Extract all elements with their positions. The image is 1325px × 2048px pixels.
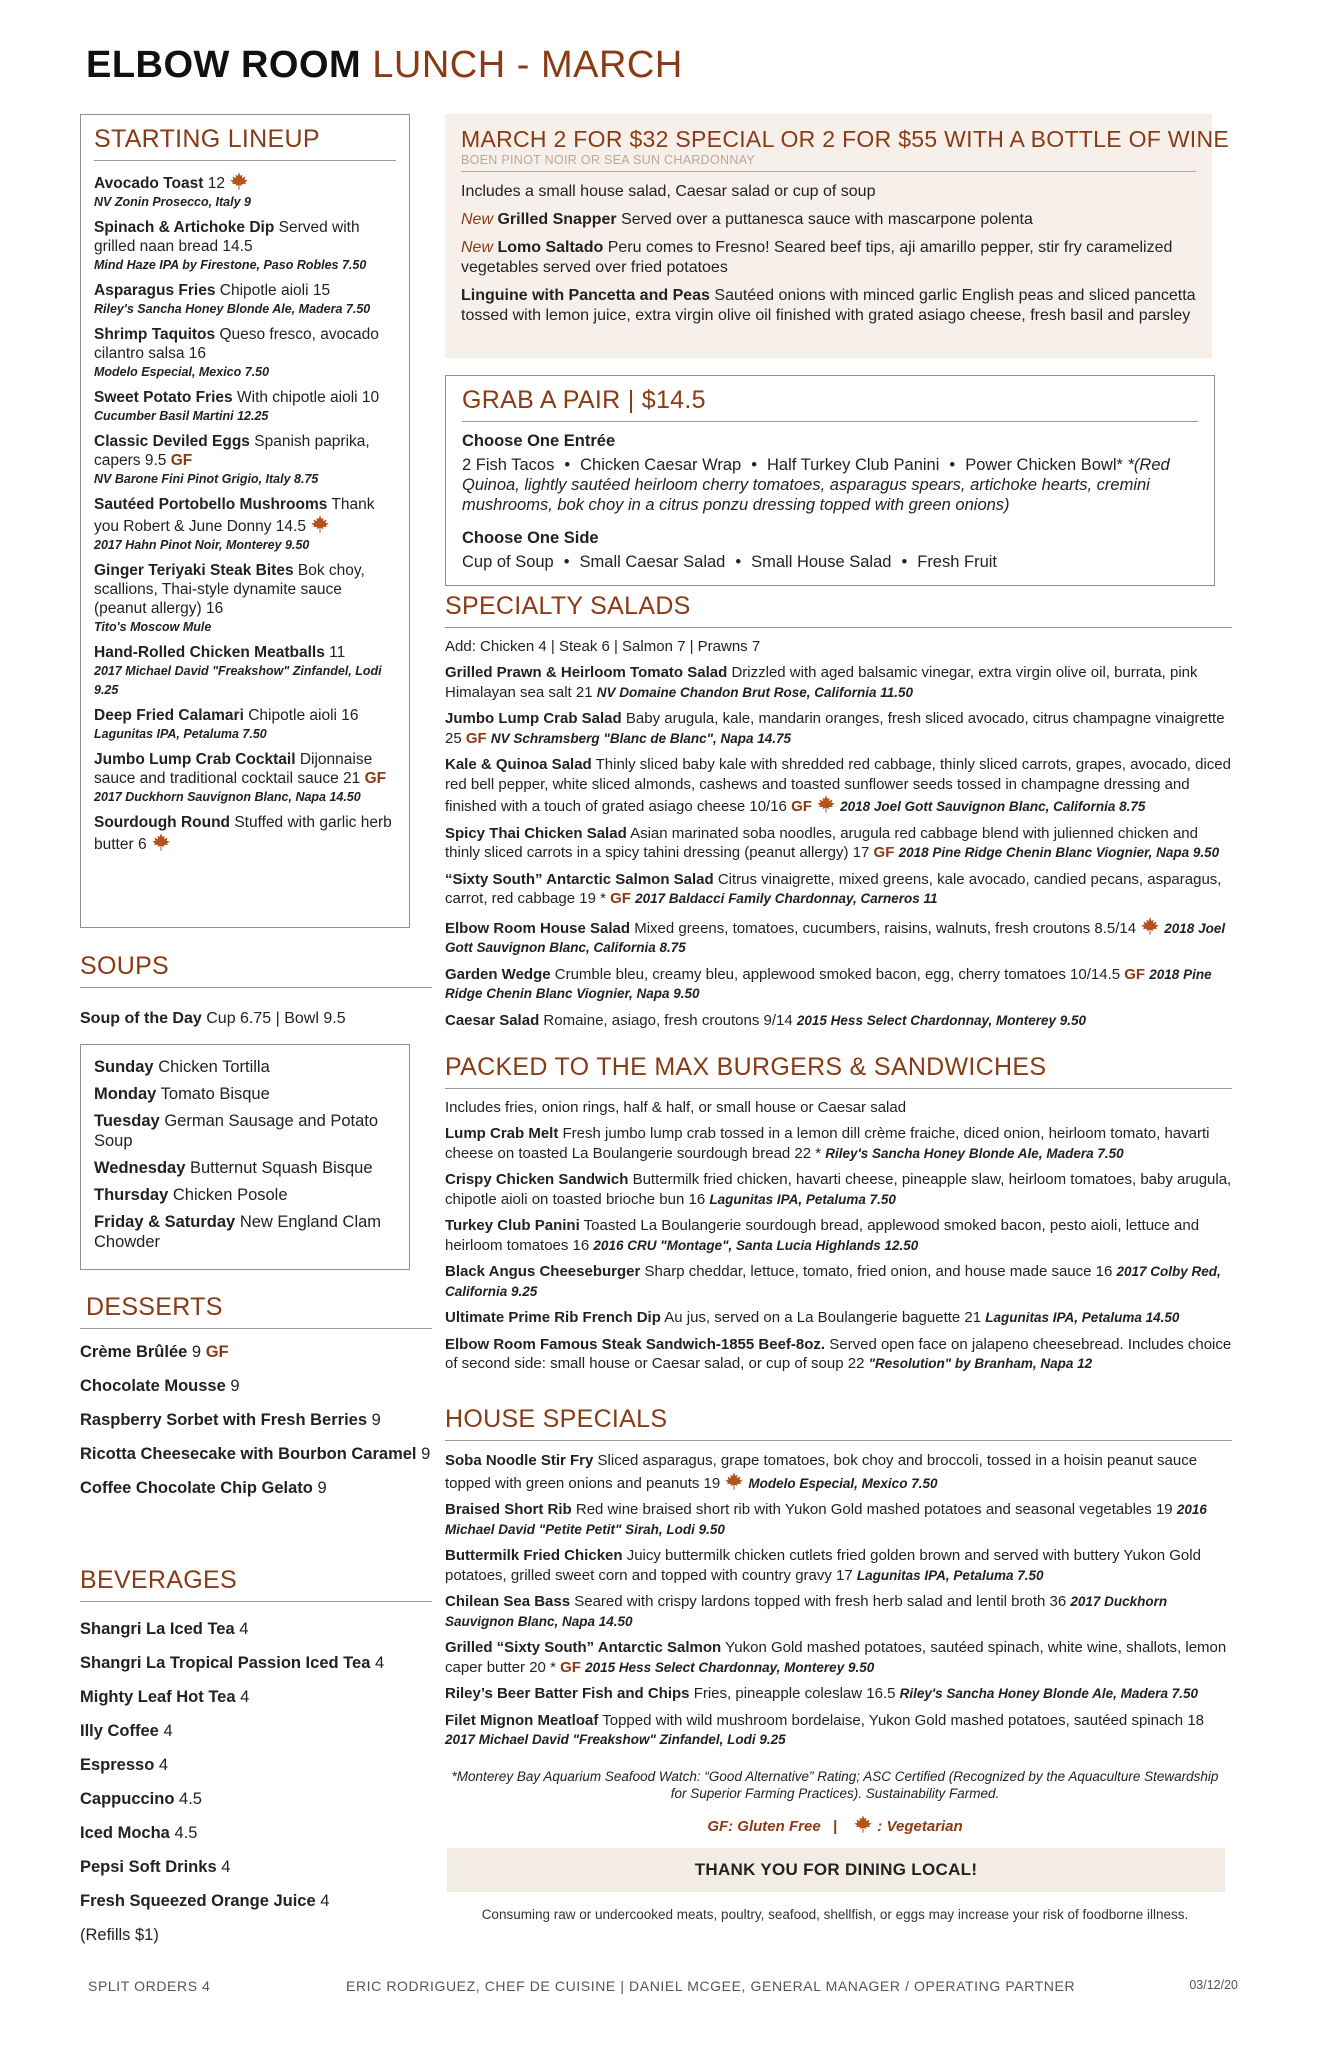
section-heading-salads: SPECIALTY SALADS — [445, 592, 1232, 628]
starter-item — [94, 561, 396, 637]
burger-item — [445, 1216, 1232, 1255]
starter-name: Classic Deviled Eggs — [94, 433, 250, 450]
soup-day: Monday — [94, 1085, 157, 1103]
salad-item — [445, 870, 1232, 909]
gf-badge: GF — [560, 1658, 581, 1676]
starter-item — [94, 643, 396, 700]
starter-name: Avocado Toast — [94, 175, 204, 192]
food-safety-disclaimer: Consuming raw or undercooked meats, poultry, seafood, shellfish, or eggs may increase your risk of foodborne illness. — [481, 1907, 1189, 1922]
beverage-item — [80, 1754, 432, 1776]
entree-options — [462, 455, 1198, 515]
special-item-name: Linguine with Pancetta and Peas — [461, 287, 710, 304]
salad-item-pairing: 2015 Hess Select Chardonnay, Monterey 9.50 — [796, 1012, 1087, 1028]
dessert-item — [80, 1339, 432, 1365]
dessert-price: 9 — [191, 1343, 202, 1361]
starter-pairing: NV Barone Fini Pinot Grigio, Italy 8.75 — [94, 472, 319, 486]
house-item-pairing: Lagunitas IPA, Petaluma 7.50 — [856, 1567, 1044, 1583]
beverage-item — [80, 1788, 432, 1810]
special-item-name: Lomo Saltado — [497, 239, 604, 256]
house-item — [445, 1592, 1232, 1631]
sotd-price: Cup 6.75 | Bowl 9.5 — [206, 1010, 346, 1027]
sotd-label: Soup of the Day — [80, 1010, 202, 1027]
section-heading-special: MARCH 2 FOR $32 SPECIAL OR 2 FOR $55 WITH A BOTTLE OF WINE — [461, 126, 1230, 152]
starter-desc: Queso fresco, avocado cilantro salsa 16 — [94, 326, 379, 362]
side-option: Cup of Soup — [462, 553, 554, 571]
burger-list — [445, 1124, 1232, 1374]
maple-leaf-icon — [229, 171, 249, 191]
section-heading-burgers: PACKED TO THE MAX BURGERS & SANDWICHES — [445, 1053, 1232, 1089]
starter-item — [94, 432, 396, 489]
beverage-name: Shangri La Iced Tea — [80, 1620, 235, 1638]
starter-pairing: Cucumber Basil Martini 12.25 — [94, 409, 269, 423]
starter-desc: Spanish paprika, capers 9.5 — [94, 433, 370, 469]
footer-date: 03/12/20 — [1189, 1978, 1238, 1992]
soup-day-row — [94, 1057, 396, 1077]
salad-item-pairing: 2018 Pine Ridge Chenin Blanc Viognier, Napa 9.50 — [445, 966, 1212, 1001]
burger-item-pairing: 2016 CRU "Montage", Santa Lucia Highlands 12.50 — [593, 1237, 919, 1253]
house-item-pairing: 2017 Duckhorn Sauvignon Blanc, Napa 14.50 — [445, 1594, 1168, 1629]
salad-item — [445, 663, 1232, 702]
salad-item-desc: Drizzled with aged balsamic vinegar, extra virgin olive oil, burrata, pink Himalayan sea salt 21 — [445, 664, 1198, 701]
burger-item-pairing: Riley's Sancha Honey Blonde Ale, Madera 7.50 — [825, 1145, 1124, 1161]
salad-item-desc: Baby arugula, kale, mandarin oranges, fresh sliced avocado, citrus champagne vinaigrette 25 — [445, 710, 1225, 747]
maple-leaf-icon — [853, 1814, 873, 1834]
starter-desc: Served with grilled naan bread 14.5 — [94, 219, 360, 255]
soup-day-row — [94, 1212, 396, 1252]
dessert-price: 9 — [317, 1479, 327, 1497]
starter-desc: With chipotle aioli 10 — [237, 389, 380, 406]
burger-item — [445, 1335, 1232, 1374]
bullet-separator: • — [564, 456, 571, 474]
burger-item-pairing: 2017 Colby Red, California 9.25 — [445, 1264, 1221, 1299]
entree-option: Power Chicken Bowl* — [965, 456, 1123, 474]
menu-name: LUNCH - MARCH — [372, 44, 683, 86]
special-item-desc: Peru comes to Fresno! Seared beef tips, aji amarillo pepper, stir fry caramelized vegetables served over fried potatoes — [461, 239, 1173, 276]
beverage-name: Fresh Squeezed Orange Juice — [80, 1892, 316, 1910]
burger-item-pairing: "Resolution" by Branham, Napa 12 — [868, 1356, 1093, 1371]
thank-you-banner: THANK YOU FOR DINING LOCAL! — [447, 1848, 1225, 1892]
restaurant-name: ELBOW ROOM — [86, 44, 362, 86]
special-item — [461, 286, 1196, 326]
gf-badge: GF — [873, 844, 895, 861]
starter-name: Shrimp Taquitos — [94, 326, 216, 343]
starter-name: Spinach & Artichoke Dip — [94, 219, 275, 236]
beverage-price: 4.5 — [174, 1824, 198, 1842]
bullet-separator: • — [901, 553, 908, 571]
side-option: Fresh Fruit — [917, 553, 997, 571]
house-item-name: Braised Short Rib — [445, 1501, 572, 1518]
burger-includes: Includes fries, onion rings, half & half, or small house or Caesar salad — [445, 1099, 907, 1116]
house-item-pairing: Riley's Sancha Honey Blonde Ale, Madera 7.50 — [899, 1686, 1198, 1701]
starter-pairing: Riley's Sancha Honey Blonde Ale, Madera 7.50 — [94, 302, 371, 316]
starter-name: Sautéed Portobello Mushrooms — [94, 496, 328, 513]
burger-item-name: Lump Crab Melt — [445, 1125, 559, 1142]
seafood-watch-note: *Monterey Bay Aquarium Seafood Watch: “Good Alternative” Rating; ASC Certified (Recognized by the Aquaculture Stewardship for Superior Farming Practices). Sustainability Farmed. — [451, 1769, 1219, 1801]
salad-item-pairing: 2018 Joel Gott Sauvignon Blanc, California 8.75 — [445, 920, 1226, 955]
salad-item-pairing: NV Domaine Chandon Brut Rose, California 11.50 — [596, 684, 914, 700]
salad-item-desc: Citrus vinaigrette, mixed greens, kale avocado, candied pecans, asparagus, carrot, red cabbage 19 * — [445, 870, 1222, 907]
salad-item-desc: Romaine, asiago, fresh croutons 9/14 — [543, 1011, 793, 1029]
soup-day: Sunday — [94, 1058, 154, 1076]
burger-item-desc: Au jus, served on a La Boulangerie baguette 21 — [664, 1309, 982, 1326]
salad-item-name: Jumbo Lump Crab Salad — [445, 710, 622, 727]
starter-desc: Chipotle aioli 15 — [219, 282, 331, 299]
beverage-price: 4 — [163, 1722, 173, 1740]
beverage-price: 4 — [320, 1892, 330, 1910]
section-heading-house: HOUSE SPECIALS — [445, 1405, 1232, 1441]
starter-pairing: 2017 Hahn Pinot Noir, Monterey 9.50 — [94, 538, 310, 552]
bullet-separator: • — [563, 553, 570, 571]
gf-badge: GF — [1124, 965, 1146, 983]
grab-a-pair-box — [445, 375, 1215, 586]
house-item — [445, 1638, 1232, 1677]
salad-item-pairing: NV Schramsberg "Blanc de Blanc", Napa 14.75 — [490, 730, 792, 746]
dessert-item — [80, 1475, 432, 1501]
special-includes: Includes a small house salad, Caesar salad or cup of soup — [461, 183, 876, 200]
starter-name: Sweet Potato Fries — [94, 389, 233, 406]
house-item-desc: Topped with wild mushroom bordelaise, Yukon Gold mashed potatoes, sautéed spinach 18 — [602, 1711, 1204, 1729]
beverage-price: 4.5 — [179, 1790, 202, 1808]
soup-day: Friday & Saturday — [94, 1213, 236, 1231]
dessert-price: 9 — [421, 1445, 431, 1463]
starter-desc: Stuffed with garlic herb butter 6 — [94, 814, 392, 853]
beverage-price: 4 — [158, 1756, 169, 1774]
beverage-name: Mighty Leaf Hot Tea — [80, 1688, 236, 1706]
entree-heading: Choose One Entrée — [462, 432, 616, 450]
salad-item-name: Spicy Thai Chicken Salad — [445, 824, 627, 842]
house-item-name: Soba Noodle Stir Fry — [445, 1452, 594, 1469]
salad-item-desc: Thinly sliced baby kale with shredded red cabbage, thinly sliced carrots, grapes, avocado, diced red bell pepper, white sliced almonds, cashews and toasted sunflower seeds tossed in champagne dressing and finished with a touch of grated asiago cheese 10/16 — [445, 756, 1231, 815]
soup-name: New England Clam Chowder — [94, 1213, 382, 1251]
starter-name: Deep Fried Calamari — [94, 707, 244, 724]
starter-item — [94, 495, 396, 555]
burger-item-name: Ultimate Prime Rib French Dip — [445, 1309, 661, 1326]
special-item-desc: Sautéed onions with minced garlic English peas and sliced pancetta tossed with lemon juice, extra virgin olive oil finished with grated asiago cheese, fresh basil and parsley — [461, 287, 1196, 324]
house-item-desc: Juicy buttermilk chicken cutlets fried golden brown and served with buttery Yukon Gold potatoes, grilled sweet corn and topped with country gravy 17 — [445, 1547, 1201, 1584]
burger-item-name: Crispy Chicken Sandwich — [445, 1171, 629, 1188]
dessert-name: Crème Brûlée — [80, 1343, 188, 1361]
salad-list — [445, 663, 1232, 1030]
house-item — [445, 1451, 1232, 1493]
bullet-separator: • — [735, 553, 742, 571]
house-item-pairing: 2015 Hess Select Chardonnay, Monterey 9.50 — [585, 1659, 875, 1675]
bowl-description: *(Red Quinoa, lightly sautéed heirloom cherry tomatoes, asparagus spears, artichoke hearts, cremini mushrooms, bok choy in a citrus ponzu dressing topped with green onions) — [462, 456, 1170, 514]
starter-item — [94, 325, 396, 382]
salad-item-pairing: 2018 Joel Gott Sauvignon Blanc, California 8.75 — [840, 799, 1146, 814]
starter-name: Ginger Teriyaki Steak Bites — [94, 562, 294, 579]
house-item-desc: Red wine braised short rib with Yukon Gold mashed potatoes and seasonal vegetables 19 — [575, 1501, 1173, 1518]
burger-item-desc: Sharp cheddar, lettuce, tomato, fried onion, and house made sauce 16 — [644, 1263, 1113, 1280]
salad-item — [445, 824, 1232, 863]
beverage-name: Illy Coffee — [80, 1722, 159, 1740]
burger-item-name: Elbow Room Famous Steak Sandwich-1855 Beef-8oz. — [445, 1335, 826, 1353]
entree-list — [462, 456, 1128, 474]
new-tag: New — [461, 211, 494, 228]
maple-leaf-icon — [724, 1471, 744, 1491]
burger-item — [445, 1308, 1232, 1328]
starter-name: Hand-Rolled Chicken Meatballs — [94, 644, 325, 661]
burger-item-desc: Toasted La Boulangerie sourdough bread, applewood smoked bacon, pesto aioli, lettuce and heirloom tomatoes 16 — [445, 1217, 1200, 1254]
house-item-pairing: Modelo Especial, Mexico 7.50 — [748, 1475, 938, 1491]
maple-leaf-icon — [816, 794, 836, 814]
burger-item-pairing: Lagunitas IPA, Petaluma 7.50 — [709, 1191, 896, 1207]
soup-name: Chicken Posole — [172, 1186, 288, 1204]
beverage-item — [80, 1890, 432, 1912]
new-tag: New — [461, 239, 494, 256]
gf-badge: GF — [364, 770, 387, 787]
beverage-item — [80, 1618, 432, 1640]
salad-item-desc: Crumble bleu, creamy bleu, applewood smoked bacon, egg, cherry tomatoes 10/14.5 — [554, 965, 1121, 983]
starter-item — [94, 218, 396, 275]
march-special-box — [445, 114, 1230, 358]
entree-option: Half Turkey Club Panini — [766, 456, 940, 474]
beverage-price: 4 — [374, 1654, 385, 1672]
soup-name: Chicken Tortilla — [158, 1058, 270, 1076]
starter-item — [94, 706, 396, 744]
starter-pairing: 2017 Duckhorn Sauvignon Blanc, Napa 14.50 — [94, 790, 361, 804]
burger-item-name: Turkey Club Panini — [445, 1217, 580, 1234]
soups-section — [80, 952, 432, 1028]
beverage-name: Iced Mocha — [80, 1824, 170, 1842]
soup-day-row — [94, 1185, 396, 1205]
starting-list — [94, 171, 396, 854]
legend-gf: GF: Gluten Free — [707, 1818, 821, 1835]
house-item-desc: Yukon Gold mashed potatoes, sautéed spinach, white wine, shallots, lemon caper butter 20 * — [445, 1639, 1227, 1676]
dessert-name: Raspberry Sorbet with Fresh Berries — [80, 1411, 368, 1429]
salad-item-name: “Sixty South” Antarctic Salmon Salad — [445, 870, 714, 888]
burger-item — [445, 1262, 1232, 1301]
salad-item-name: Elbow Room House Salad — [445, 919, 631, 937]
beverage-item — [80, 1720, 432, 1742]
section-heading-desserts: DESSERTS — [80, 1293, 432, 1329]
soup-name: German Sausage and Potato Soup — [94, 1112, 379, 1150]
soup-day-row — [94, 1158, 396, 1178]
special-wine-subtitle: BOEN PINOT NOIR OR SEA SUN CHARDONNAY — [461, 153, 1196, 172]
soup-day-row — [94, 1084, 396, 1104]
section-heading-soups: SOUPS — [80, 952, 432, 988]
gf-badge: GF — [791, 798, 812, 815]
starter-desc: 12 — [207, 175, 225, 192]
starter-item — [94, 750, 396, 807]
house-item-name: Buttermilk Fried Chicken — [445, 1547, 623, 1564]
house-item-desc: Fries, pineapple coleslaw 16.5 — [693, 1685, 896, 1702]
dessert-name: Chocolate Mousse — [80, 1377, 226, 1395]
soup-days-box — [80, 1044, 410, 1270]
gf-badge: GF — [465, 729, 487, 747]
burger-item-name: Black Angus Cheeseburger — [445, 1263, 641, 1280]
special-item-name: Grilled Snapper — [497, 211, 617, 228]
burgers-section — [445, 1053, 1232, 1381]
house-item-name: Grilled “Sixty South” Antarctic Salmon — [445, 1639, 722, 1656]
house-item — [445, 1684, 1232, 1704]
entree-option: 2 Fish Tacos — [462, 456, 555, 474]
maple-leaf-icon — [151, 832, 171, 852]
burger-item — [445, 1124, 1232, 1163]
starter-name: Asparagus Fries — [94, 282, 216, 299]
starter-pairing: NV Zonin Prosecco, Italy 9 — [94, 195, 251, 209]
house-item-name: Chilean Sea Bass — [445, 1593, 571, 1610]
burger-item-desc: Served open face on jalapeno cheesebread. Includes choice of second side: small house or Caesar salad, or cup of soup 22 — [445, 1335, 1232, 1372]
beverage-item — [80, 1652, 432, 1674]
special-item-desc: Served over a puttanesca sauce with mascarpone polenta — [621, 211, 1033, 228]
starter-pairing: Tito's Moscow Mule — [94, 620, 212, 634]
starter-desc: 11 — [329, 644, 346, 661]
starter-item — [94, 281, 396, 319]
starter-item — [94, 388, 396, 426]
burger-item — [445, 1170, 1232, 1209]
beverage-list — [80, 1618, 432, 1912]
beverage-name: Shangri La Tropical Passion Iced Tea — [80, 1654, 371, 1672]
salad-item — [445, 1011, 1232, 1031]
house-item-name: Riley’s Beer Batter Fish and Chips — [445, 1685, 690, 1702]
entree-option: Chicken Caesar Wrap — [580, 456, 742, 474]
house-specials-section — [445, 1405, 1232, 1757]
salad-item-name: Kale & Quinoa Salad — [445, 756, 592, 773]
soup-day: Tuesday — [94, 1112, 160, 1130]
beverage-name: Cappuccino — [80, 1790, 175, 1808]
burger-item-desc: Fresh jumbo lump crab tossed in a lemon dill crème fraiche, diced onion, heirloom tomato, havarti cheese on toasted La Boulangerie sourdough bread 22 * — [445, 1125, 1210, 1162]
starting-lineup-box — [80, 114, 410, 928]
dessert-item — [80, 1441, 432, 1467]
soup-day: Thursday — [94, 1186, 169, 1204]
special-list — [461, 210, 1196, 326]
legend-separator: | — [832, 1818, 838, 1835]
house-item-pairing: 2017 Michael David "Freakshow" Zinfandel, Lodi 9.25 — [445, 1732, 786, 1747]
legend-veg: : Vegetarian — [877, 1818, 963, 1835]
gf-badge: GF — [170, 452, 193, 469]
starter-desc: Dijonnaise sauce and traditional cocktail sauce 21 — [94, 751, 373, 787]
section-heading-beverages: BEVERAGES — [80, 1566, 432, 1602]
starter-pairing: Mind Haze IPA by Firestone, Paso Robles 7.50 — [94, 258, 367, 272]
starter-pairing: 2017 Michael David "Freakshow" Zinfandel, Lodi 9.25 — [94, 664, 382, 697]
soup-name: Butternut Squash Bisque — [190, 1159, 373, 1177]
starter-pairing: Modelo Especial, Mexico 7.50 — [94, 365, 270, 379]
dessert-name: Coffee Chocolate Chip Gelato — [80, 1479, 313, 1497]
salad-item-pairing: 2017 Baldacci Family Chardonnay, Carneros 11 — [635, 891, 938, 906]
soup-of-the-day — [80, 1010, 432, 1028]
starter-name: Sourdough Round — [94, 814, 231, 831]
bullet-separator: • — [751, 456, 757, 474]
section-heading-grab: GRAB A PAIR | $14.5 — [462, 386, 1198, 422]
beverage-price: 4 — [221, 1858, 231, 1876]
gf-badge: GF — [205, 1343, 229, 1361]
starter-desc: Chipotle aioli 16 — [248, 707, 359, 724]
starter-name: Jumbo Lump Crab Cocktail — [94, 751, 296, 768]
beverage-item — [80, 1686, 432, 1708]
salad-item-desc: Asian marinated soba noodles, arugula red cabbage blend with julienned chicken and thinly sliced carrots in a spicy tahini dressing (peanut allergy) 17 — [445, 824, 1198, 861]
maple-leaf-icon — [1140, 916, 1160, 936]
house-item-desc: Seared with crispy lardons topped with fresh herb salad and lentil broth 36 — [574, 1593, 1067, 1610]
beverage-price: 4 — [240, 1688, 250, 1706]
house-item — [445, 1500, 1232, 1539]
beverage-name: Pepsi Soft Drinks — [80, 1858, 217, 1876]
house-list — [445, 1451, 1232, 1750]
salad-item — [445, 709, 1232, 748]
dessert-name: Ricotta Cheesecake with Bourbon Caramel — [80, 1445, 417, 1463]
salad-item-name: Garden Wedge — [445, 965, 551, 983]
bullet-separator: • — [949, 456, 956, 474]
footer-split-orders: SPLIT ORDERS 4 — [88, 1978, 211, 1994]
house-item-name: Filet Mignon Meatloaf — [445, 1711, 599, 1729]
beverage-item — [80, 1822, 432, 1844]
salad-item-name: Grilled Prawn & Heirloom Tomato Salad — [445, 664, 728, 681]
desserts-section — [80, 1293, 432, 1501]
salad-item — [445, 755, 1232, 817]
house-item-pairing: 2016 Michael David "Petite Petit" Sirah, Lodi 9.50 — [445, 1502, 1207, 1537]
burger-item-desc: Buttermilk fried chicken, havarti cheese, pineapple slaw, heirloom tomatoes, baby arugula, chipotle aioli on toasted brioche bun 16 — [445, 1171, 1232, 1208]
starter-item — [94, 813, 396, 854]
specialty-salads-section — [445, 592, 1232, 1037]
dessert-item — [80, 1373, 432, 1399]
beverage-name: Espresso — [80, 1756, 155, 1774]
salad-item — [445, 916, 1232, 958]
salad-item-name: Caesar Salad — [445, 1011, 540, 1029]
side-option: Small Caesar Salad — [579, 553, 726, 571]
starter-pairing: Lagunitas IPA, Petaluma 7.50 — [94, 727, 267, 741]
special-item — [461, 210, 1196, 230]
house-item-desc: Sliced asparagus, grape tomatoes, bok choy and broccoli, tossed in a hoisin peanut sauce topped with green onions and peanuts 19 — [445, 1452, 1198, 1492]
side-option: Small House Salad — [751, 553, 892, 571]
salad-item-desc: Mixed greens, tomatoes, cucumbers, raisins, walnuts, fresh croutons 8.5/14 — [634, 919, 1137, 937]
side-heading: Choose One Side — [462, 529, 599, 547]
dessert-price: 9 — [371, 1411, 381, 1429]
salad-item — [445, 965, 1232, 1004]
salad-add-ons: Add: Chicken 4 | Steak 6 | Salmon 7 | Prawns 7 — [445, 638, 761, 655]
house-item — [445, 1711, 1232, 1750]
maple-leaf-icon — [310, 514, 330, 534]
dessert-price: 9 — [230, 1377, 240, 1395]
house-item — [445, 1546, 1232, 1585]
gf-badge: GF — [610, 890, 631, 907]
dessert-list — [80, 1339, 432, 1501]
section-heading-starting: STARTING LINEUP — [94, 125, 396, 161]
beverages-section — [80, 1566, 432, 1946]
side-options — [462, 552, 1198, 572]
soup-day-row — [94, 1111, 396, 1151]
starter-item — [94, 171, 396, 212]
salad-item-pairing: 2018 Pine Ridge Chenin Blanc Viognier, Napa 9.50 — [898, 845, 1220, 860]
beverage-price: 4 — [239, 1620, 249, 1638]
menu-title — [86, 44, 683, 87]
diet-legend — [445, 1814, 1225, 1835]
soup-name: Tomato Bisque — [160, 1085, 270, 1103]
special-item — [461, 238, 1196, 278]
starter-desc: Bok choy, scallions, Thai-style dynamite sauce (peanut allergy) 16 — [94, 562, 365, 617]
burger-item-pairing: Lagunitas IPA, Petaluma 14.50 — [985, 1310, 1180, 1325]
beverage-item — [80, 1856, 432, 1878]
refills-note: (Refills $1) — [80, 1926, 159, 1944]
footer-staff: ERIC RODRIGUEZ, CHEF DE CUISINE | DANIEL MCGEE, GENERAL MANAGER / OPERATING PARTNER — [346, 1978, 1076, 1994]
starter-desc: Thank you Robert & June Donny 14.5 — [94, 496, 375, 535]
dessert-item — [80, 1407, 432, 1433]
soup-day: Wednesday — [94, 1159, 186, 1177]
